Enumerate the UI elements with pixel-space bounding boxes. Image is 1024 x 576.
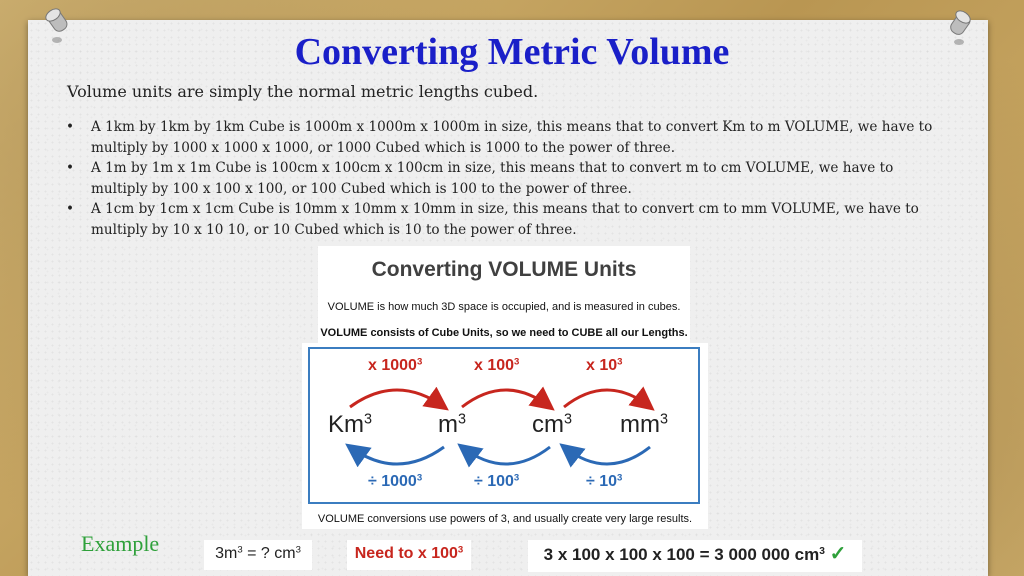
unit-label: $m^3$ [438, 411, 467, 438]
bullet-dot: • [66, 160, 75, 176]
intro-text: Volume units are simply the normal metric lengths cubed. [67, 82, 539, 101]
bullet-dot: • [66, 119, 75, 135]
multiplier-label: x $100^3$ [474, 356, 520, 374]
example-question: $3m^3$ = ? $cm^3$ [204, 540, 312, 570]
diagram-header-card [318, 246, 690, 346]
arrow-divide-3 [564, 447, 650, 464]
arrow-divide-2 [462, 447, 550, 464]
arrow-multiply-1 [350, 390, 444, 407]
list-item [66, 117, 946, 158]
diagram-footer: VOLUME conversions use powers of 3, and usually create very large results. [317, 513, 693, 525]
divisor-label: ÷ $100^3$ [474, 472, 520, 490]
multiplier-label: x $10^3$ [586, 356, 623, 374]
unit-label: $cm^3$ [532, 411, 573, 438]
list-item [66, 158, 946, 199]
unit-label: $mm^3$ [620, 411, 668, 438]
bullet-text: A 1m by 1m x 1m Cube is 100cm x 100cm x 100cm in size, this means that to convert m to cm VOLUME, we have to multiply by 100 x 100 x 100, or 100 Cubed which is 100 to the power of three. [91, 160, 894, 197]
diagram-heading: Converting VOLUME Units [371, 258, 637, 281]
divisor-label: ÷ $1000^3$ [368, 472, 423, 490]
checkmark-icon: ✓ [829, 543, 847, 565]
unit-label: Km$^3$ [328, 411, 373, 438]
bullet-dot: • [66, 201, 75, 217]
divisor-label: ÷ $10^3$ [586, 472, 623, 490]
list-item [66, 199, 946, 240]
arrow-divide-1 [350, 447, 444, 464]
conversion-diagram [302, 343, 708, 529]
multiplier-label: x 1000$^3$ [368, 356, 423, 374]
diagram-rule: VOLUME consists of Cube Units, so we need to CUBE all our Lengths. [320, 327, 688, 339]
arrow-multiply-3 [564, 390, 650, 407]
bullet-text: A 1cm by 1cm x 1cm Cube is 10mm x 10mm x 10mm in size, this means that to convert cm to mm VOLUME, we have to multiply by 10 x 10 10, or 10 Cubed which is 10 to the power of three. [91, 201, 919, 238]
arrow-multiply-2 [462, 390, 550, 407]
bullet-text: A 1km by 1km by 1km Cube is 1000m x 1000m x 1000m in size, this means that to convert Km to m VOLUME, we have to multiply by 1000 x 1000 x 1000, or 1000 Cubed which is 1000 to the power of three. [91, 119, 933, 156]
example-hint: Need to x $100^3$ [347, 540, 471, 570]
example-label: Example [81, 531, 160, 556]
page-title: Converting Metric Volume [294, 31, 730, 73]
bullet-list [66, 117, 946, 240]
diagram-definition: VOLUME is how much 3D space is occupied, and is measured in cubes. [327, 301, 681, 313]
example-answer: 3 x 100 x 100 x 100 = 3 000 000 $cm^3$ ✓ [528, 540, 862, 572]
